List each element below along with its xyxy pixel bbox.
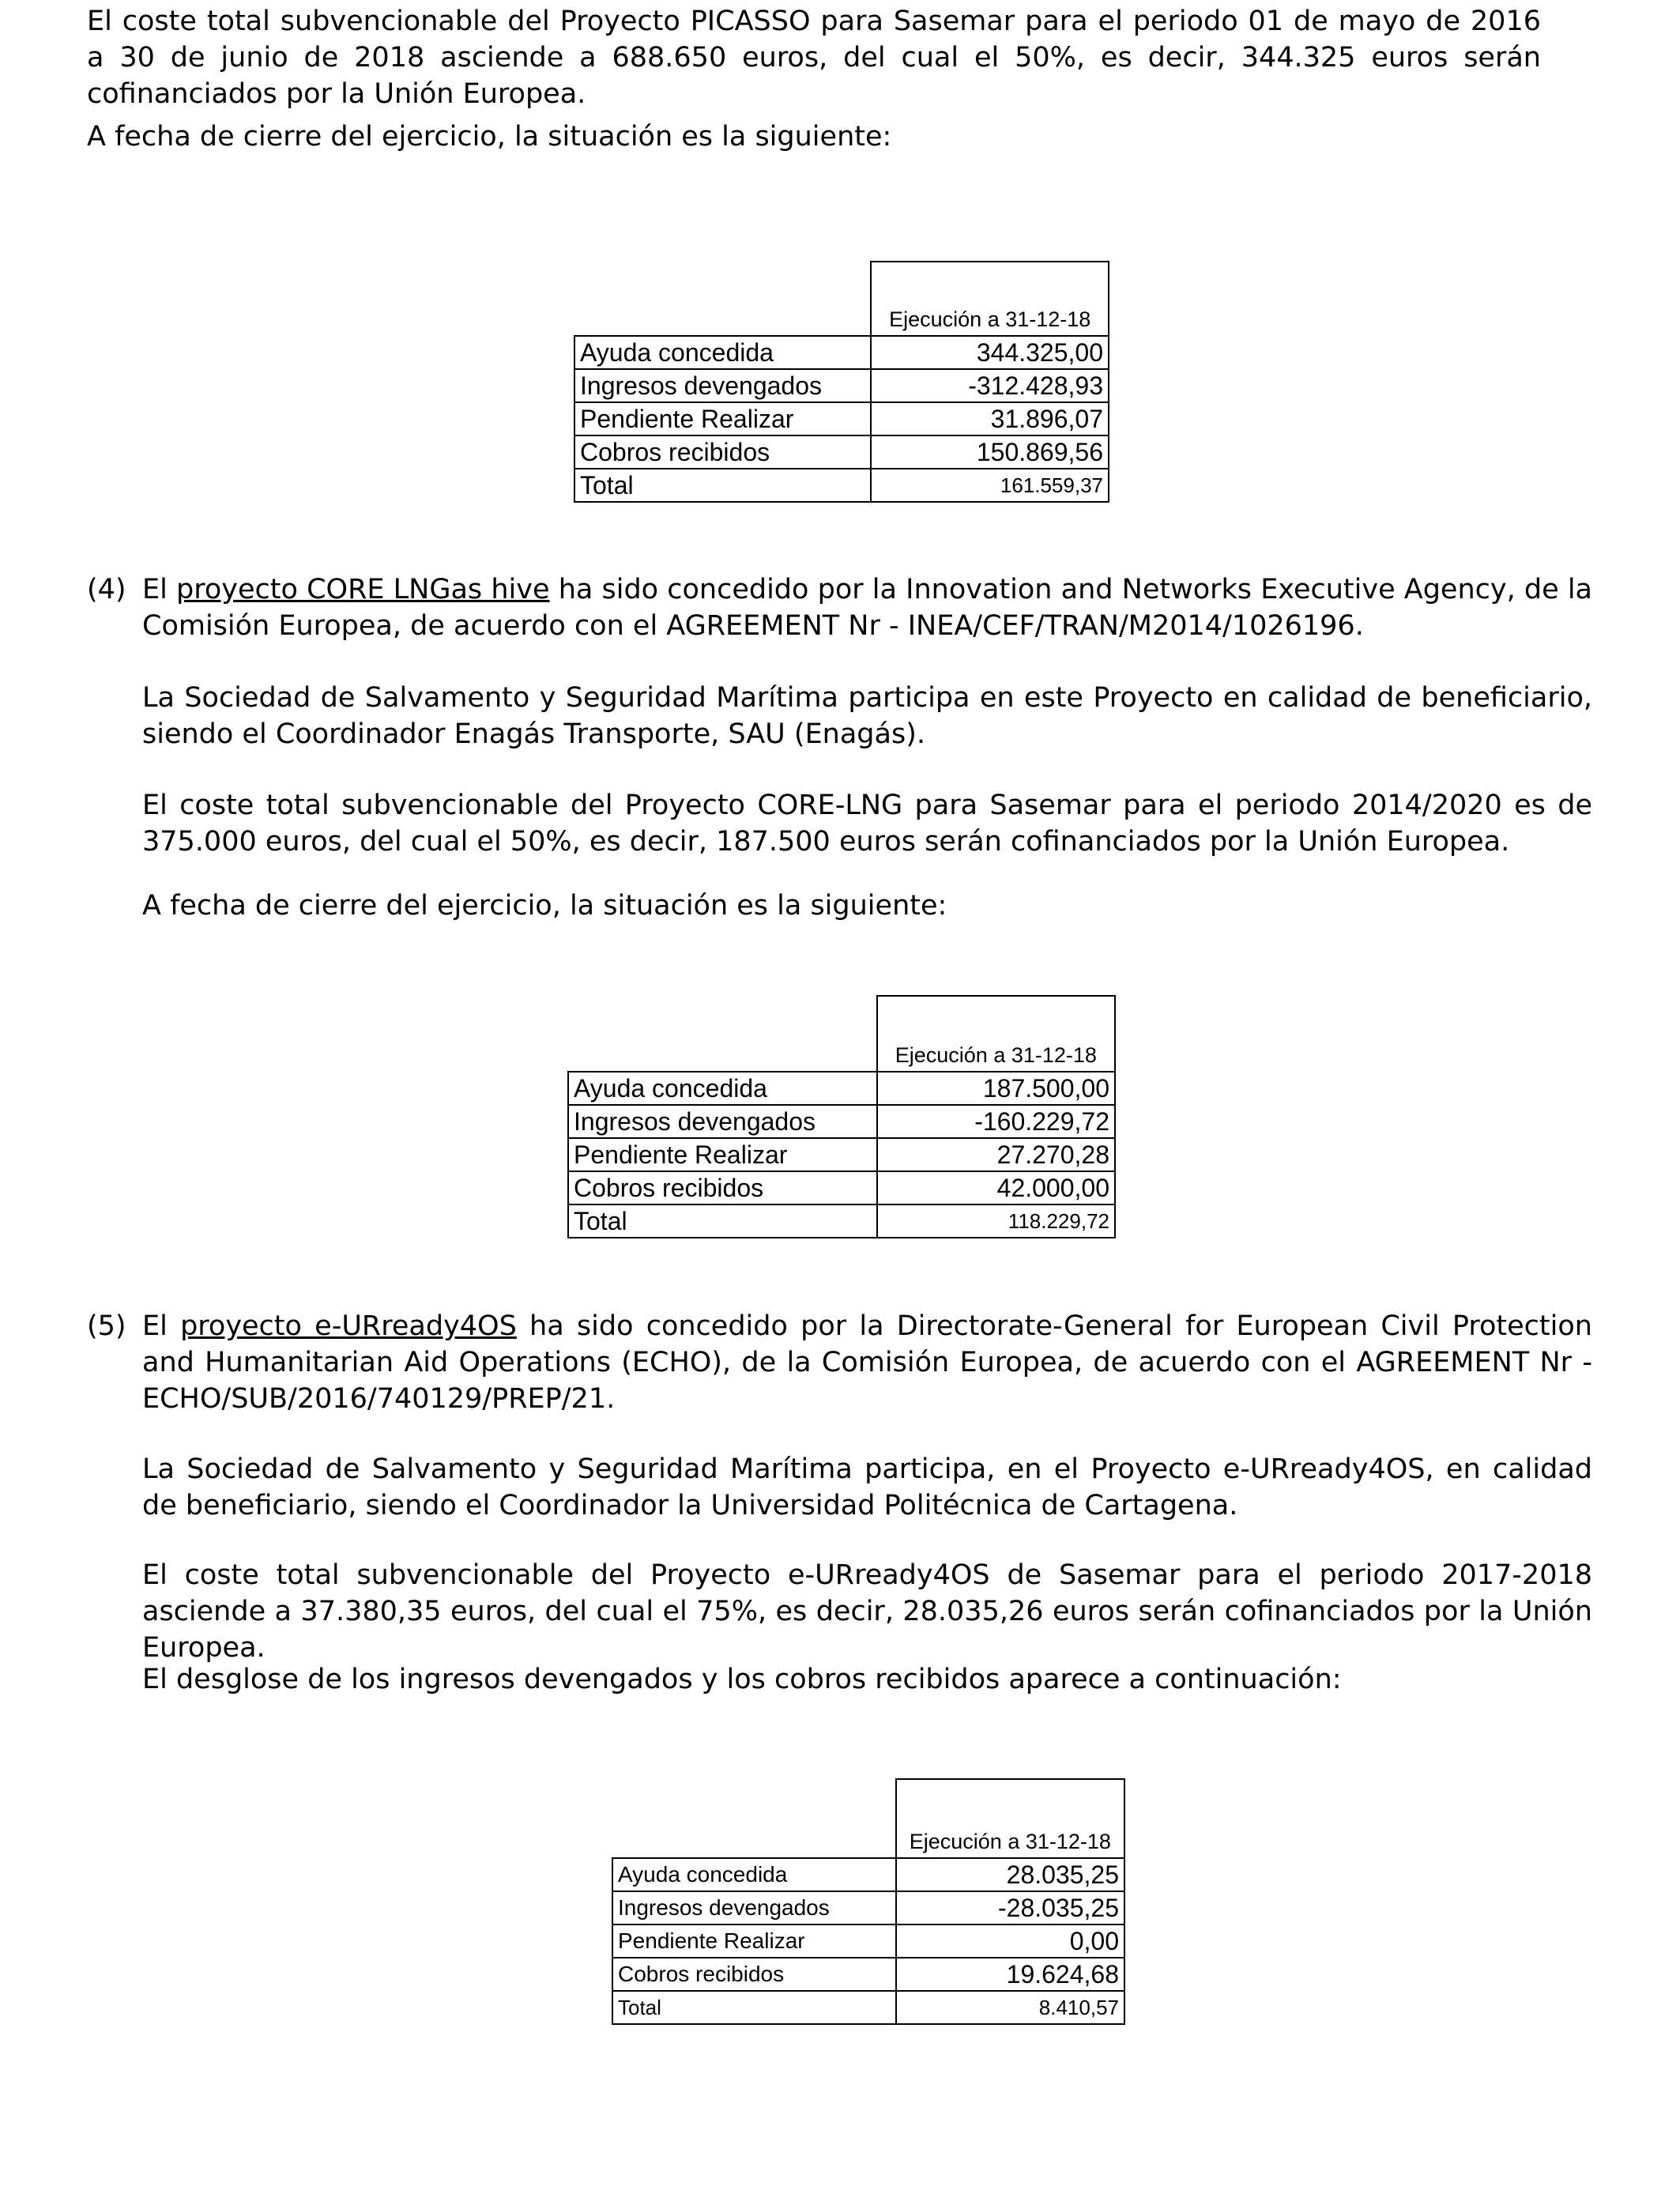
row-label: Total bbox=[612, 1991, 896, 2024]
row-value: 344.325,00 bbox=[871, 336, 1109, 369]
row-label: Total bbox=[574, 469, 871, 502]
section-5-paragraph-3: El coste total subvencionable del Proyecto e-URready4OS de Sasemar para el periodo 2017-2018 asciende a 37.380,35 euros, del cual el 75%, es decir, 28.035,26 euros serán cofinanciados por la Unión Europea. bbox=[142, 1559, 1592, 1664]
row-label: Total bbox=[568, 1204, 877, 1238]
table-total-row bbox=[568, 1204, 1115, 1238]
row-label: Ingresos devengados bbox=[612, 1891, 896, 1924]
table-row bbox=[574, 336, 1109, 369]
row-value: 161.559,37 bbox=[871, 469, 1109, 502]
table-row bbox=[612, 1958, 1124, 1991]
row-value: -28.035,25 bbox=[896, 1891, 1124, 1924]
table-row bbox=[574, 435, 1109, 469]
row-label: Cobros recibidos bbox=[574, 435, 871, 469]
row-value: 28.035,25 bbox=[896, 1858, 1124, 1891]
row-label: Ingresos devengados bbox=[568, 1105, 877, 1138]
picasso-table bbox=[574, 261, 1109, 503]
row-value: 187.500,00 bbox=[877, 1072, 1115, 1105]
row-label: Pendiente Realizar bbox=[612, 1924, 896, 1958]
table-header: Ejecución a 31-12-18 bbox=[877, 996, 1115, 1072]
table-header: Ejecución a 31-12-18 bbox=[871, 262, 1109, 336]
e-urready4os-table bbox=[612, 1778, 1125, 2025]
table-row bbox=[568, 1171, 1115, 1204]
row-label: Ayuda concedida bbox=[612, 1858, 896, 1891]
row-label: Ayuda concedida bbox=[568, 1072, 877, 1105]
project-core-lngas-link[interactable]: proyecto CORE LNGas hive bbox=[176, 574, 550, 605]
row-value: 27.270,28 bbox=[877, 1138, 1115, 1171]
table-row bbox=[568, 1105, 1115, 1138]
table-total-row bbox=[612, 1991, 1124, 2024]
table-row bbox=[574, 402, 1109, 435]
row-value: -312.428,93 bbox=[871, 369, 1109, 402]
section-5-number: (5) bbox=[87, 1310, 126, 1342]
row-value: 0,00 bbox=[896, 1924, 1124, 1958]
table-row bbox=[574, 369, 1109, 402]
row-label: Cobros recibidos bbox=[568, 1171, 877, 1204]
table-row bbox=[612, 1858, 1124, 1891]
section-4-paragraph-4: A fecha de cierre del ejercicio, la situación es la siguiente: bbox=[142, 890, 947, 922]
row-label: Pendiente Realizar bbox=[574, 402, 871, 435]
row-label: Ingresos devengados bbox=[574, 369, 871, 402]
section-4-number: (4) bbox=[87, 574, 126, 605]
section-4-paragraph-1: El proyecto CORE LNGas hive ha sido concedido por la Innovation and Networks Executive Agency, de la Comisión Europea, de acuerdo con el AGREEMENT Nr - INEA/CEF/TRAN/M2014/1026196. bbox=[142, 574, 1592, 642]
row-label: Cobros recibidos bbox=[612, 1958, 896, 1991]
row-label: Ayuda concedida bbox=[574, 336, 871, 369]
row-value: -160.229,72 bbox=[877, 1105, 1115, 1138]
row-value: 8.410,57 bbox=[896, 1991, 1124, 2024]
table-row bbox=[612, 1891, 1124, 1924]
row-value: 118.229,72 bbox=[877, 1204, 1115, 1238]
row-label: Pendiente Realizar bbox=[568, 1138, 877, 1171]
table-row bbox=[568, 1138, 1115, 1171]
section-5-paragraph-4: El desglose de los ingresos devengados y los cobros recibidos aparece a continuación: bbox=[142, 1664, 1342, 1695]
row-value: 31.896,07 bbox=[871, 402, 1109, 435]
row-value: 42.000,00 bbox=[877, 1171, 1115, 1204]
section-5-paragraph-1: El proyecto e-URready4OS ha sido concedido por la Directorate-General for European Civil Protection and Humanitarian Aid Operations (ECHO), de la Comisión Europea, de acuerdo con el AGREEMENT Nr - ECHO/SUB/2016/740129/PREP/21. bbox=[142, 1310, 1592, 1415]
table-total-row bbox=[574, 469, 1109, 502]
table-row bbox=[612, 1924, 1124, 1958]
section-5-paragraph-2: La Sociedad de Salvamento y Seguridad Marítima participa, en el Proyecto e-URready4OS, en calidad de beneficiario, siendo el Coordinador la Universidad Politécnica de Cartagena. bbox=[142, 1453, 1592, 1521]
core-lng-table bbox=[567, 995, 1116, 1238]
section-4-paragraph-2: La Sociedad de Salvamento y Seguridad Marítima participa en este Proyecto en calidad de beneficiario, siendo el Coordinador Enagás Transporte, SAU (Enagás). bbox=[142, 682, 1592, 750]
intro-paragraph: El coste total subvencionable del Proyecto PICASSO para Sasemar para el periodo 01 de mayo de 2016 a 30 de junio de 2018 asciende a 688.650 euros, del cual el 50%, es decir, 344.325 euros serán cofinanciados por la Unión Europea. bbox=[87, 6, 1541, 110]
table-row bbox=[568, 1072, 1115, 1105]
table-header: Ejecución a 31-12-18 bbox=[896, 1779, 1124, 1858]
intro-situation-text: A fecha de cierre del ejercicio, la situación es la siguiente: bbox=[87, 121, 892, 153]
project-e-urready4os-link[interactable]: proyecto e-URready4OS bbox=[180, 1310, 517, 1342]
row-value: 19.624,68 bbox=[896, 1958, 1124, 1991]
row-value: 150.869,56 bbox=[871, 435, 1109, 469]
section-4-paragraph-3: El coste total subvencionable del Proyecto CORE-LNG para Sasemar para el periodo 2014/2020 es de 375.000 euros, del cual el 50%, es decir, 187.500 euros serán cofinanciados por la Unión Europea. bbox=[142, 790, 1592, 858]
